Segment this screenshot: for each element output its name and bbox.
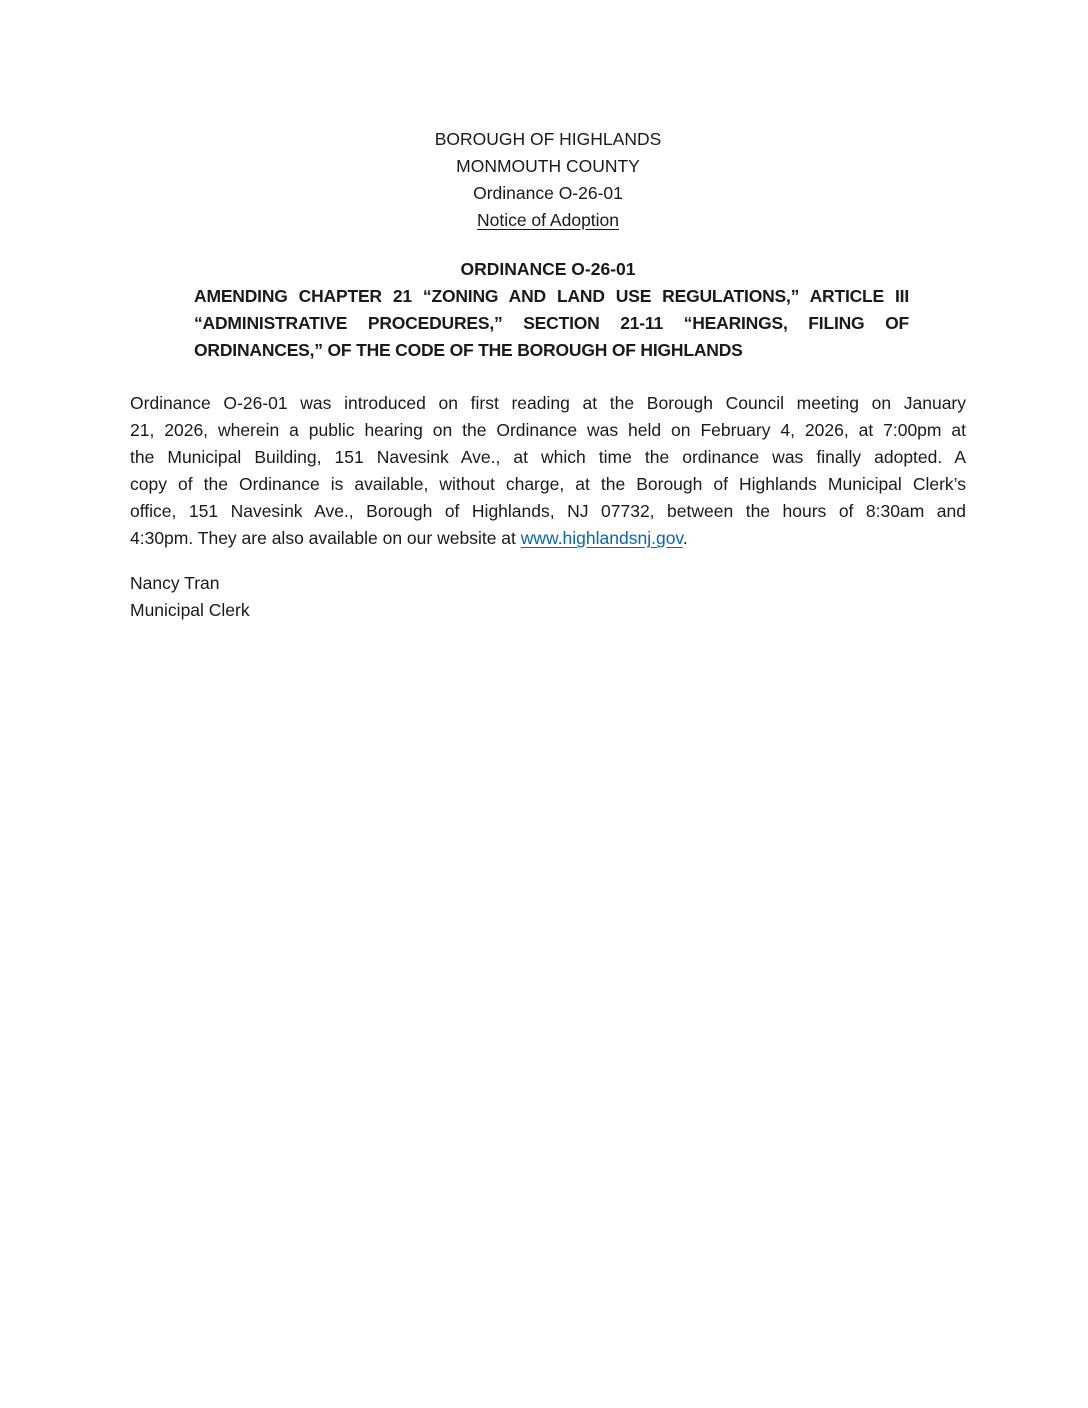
notice-body-line-3: the Municipal Building, 151 Navesink Ave., at which time the ordinance was finally adopted. A xyxy=(130,447,966,467)
header-county-name: MONMOUTH COUNTY xyxy=(456,156,640,176)
ordinance-title: ORDINANCE O-26-01 xyxy=(460,259,636,279)
notice-body-line-1: Ordinance O-26-01 was introduced on first reading at the Borough Council meeting on January xyxy=(130,393,966,413)
notice-body-line-2: 21, 2026, wherein a public hearing on the Ordinance was held on February 4, 2026, at 7:00pm at xyxy=(130,420,966,440)
notice-last-line-period: . xyxy=(682,528,688,548)
notice-body-paragraph xyxy=(130,390,966,552)
signature-title: Municipal Clerk xyxy=(130,600,250,620)
ordinance-summary-paragraph xyxy=(194,283,909,364)
signature-name: Nancy Tran xyxy=(130,573,220,593)
document-header xyxy=(130,126,966,234)
website-link[interactable]: www.highlandsnj.gov xyxy=(520,528,683,548)
ordinance-summary-line-3: ORDINANCES,” OF THE CODE OF THE BOROUGH OF HIGHLANDS xyxy=(194,340,743,360)
header-notice-of-adoption: Notice of Adoption xyxy=(476,210,620,230)
ordinance-summary-line-2: “ADMINISTRATIVE PROCEDURES,” SECTION 21-11 “HEARINGS, FILING OF xyxy=(194,313,909,333)
notice-body-line-6 xyxy=(130,525,966,552)
notice-body-line-4: copy of the Ordinance is available, without charge, at the Borough of Highlands Municipal Clerk’s xyxy=(130,474,966,494)
notice-last-line-text: 4:30pm. They are also available on our website at xyxy=(130,528,521,548)
ordinance-summary-line-1: AMENDING CHAPTER 21 “ZONING AND LAND USE REGULATIONS,” ARTICLE III xyxy=(194,286,909,306)
notice-body-line-5: office, 151 Navesink Ave., Borough of Highlands, NJ 07732, between the hours of 8:30am and xyxy=(130,501,966,521)
signature-block xyxy=(130,570,966,624)
header-borough-name: BOROUGH OF HIGHLANDS xyxy=(434,129,662,149)
header-ordinance-number: Ordinance O-26-01 xyxy=(473,183,623,203)
